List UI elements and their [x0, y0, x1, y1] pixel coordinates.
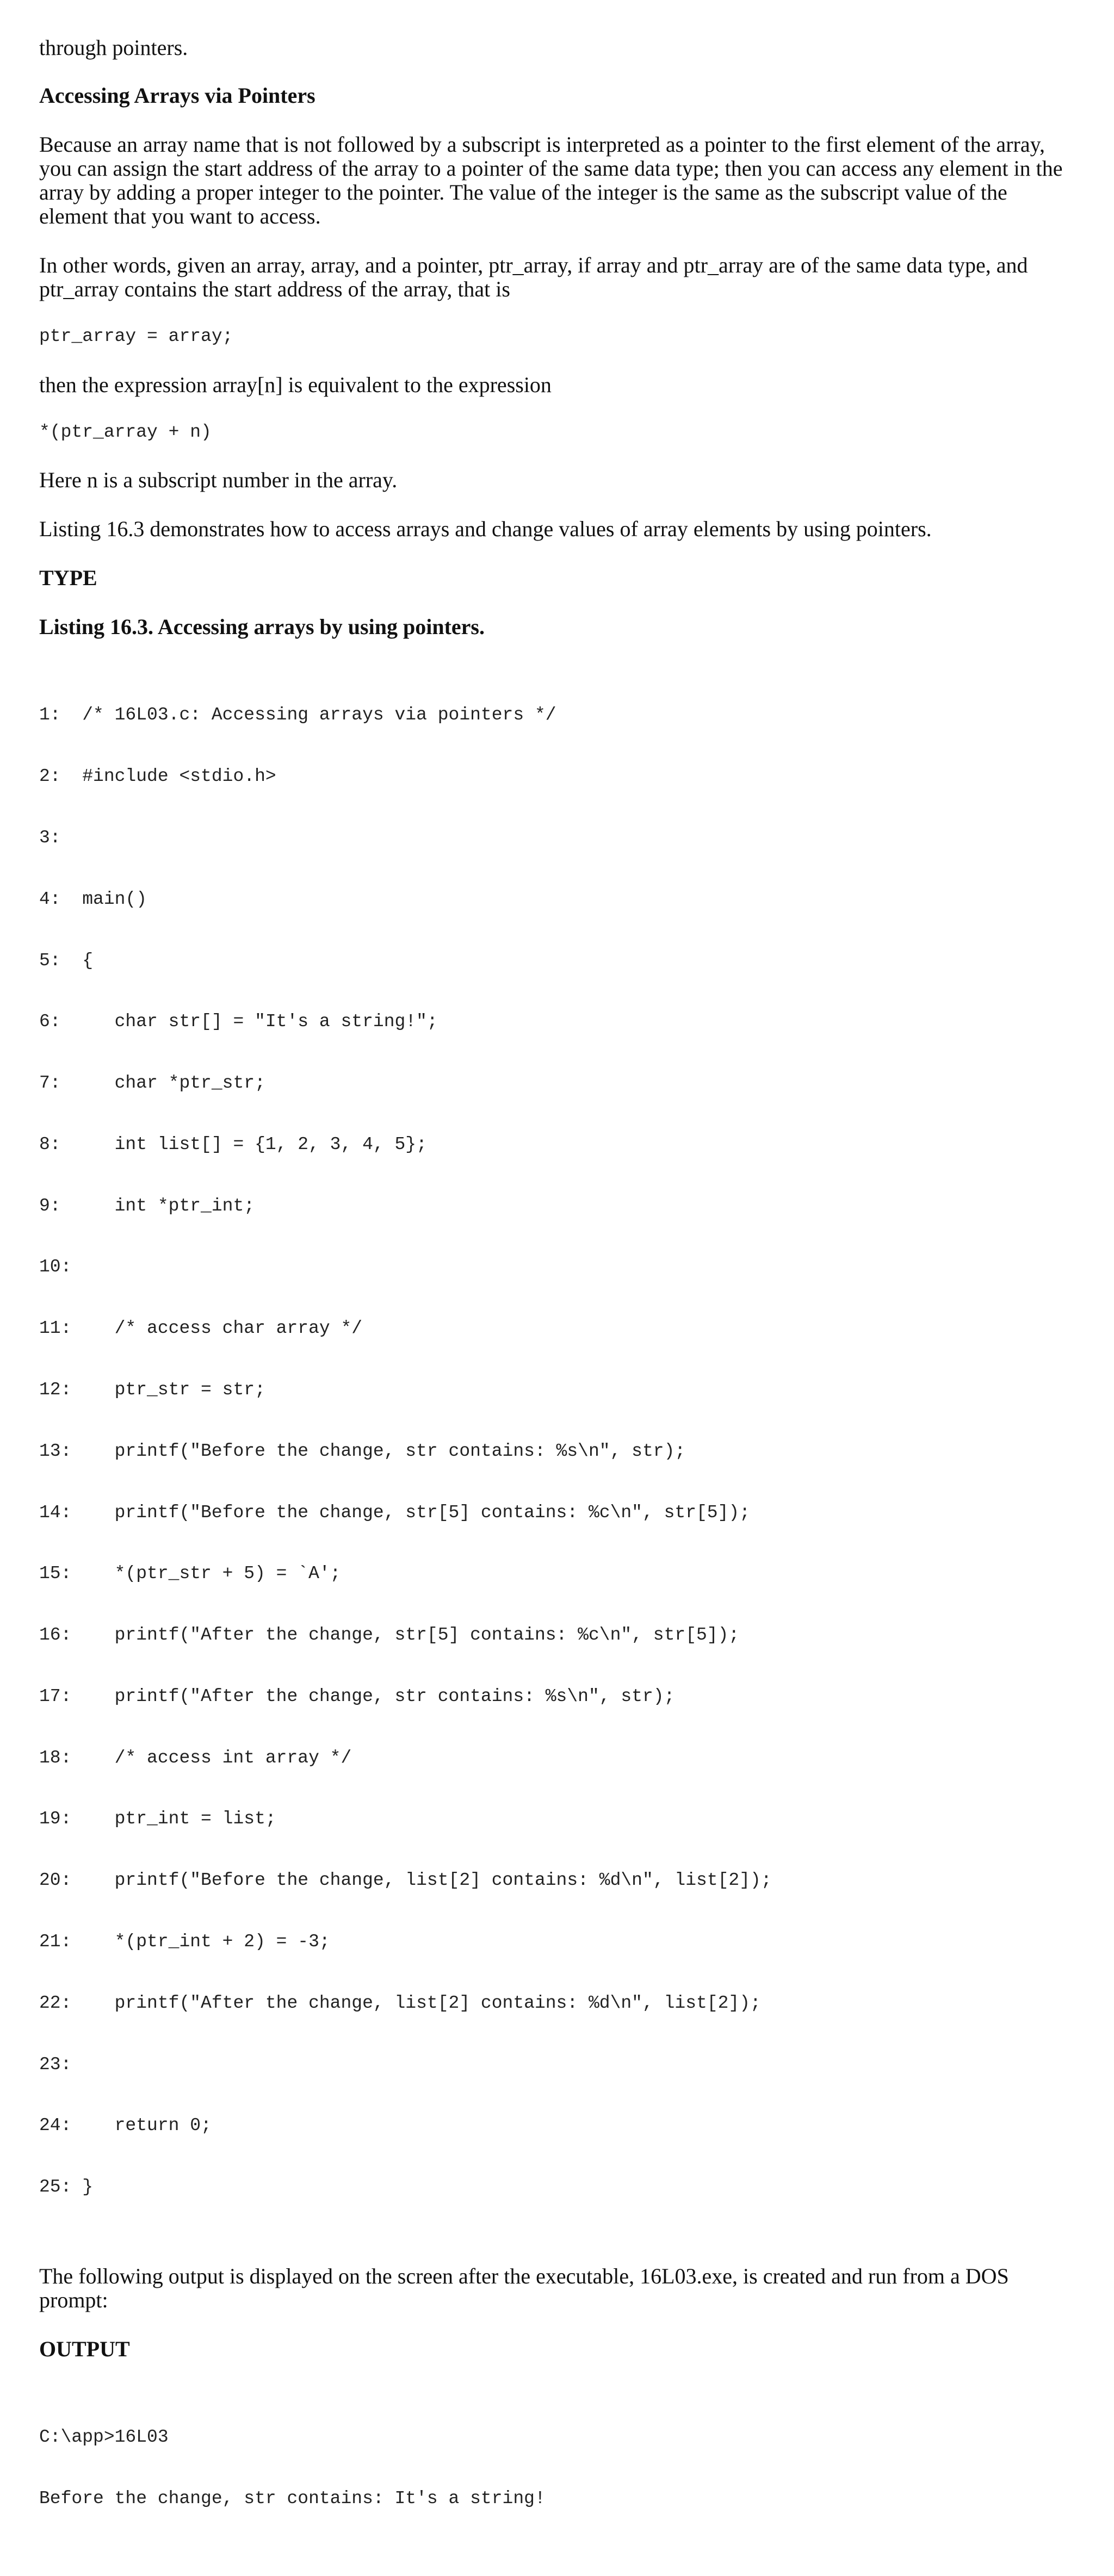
code-listing	[39, 664, 1075, 2238]
document-page	[39, 36, 1075, 2576]
output-line: C:\app>16L03	[39, 2427, 169, 2448]
listing-line: 10:	[39, 1257, 72, 1277]
type-label: TYPE	[39, 566, 97, 591]
listing-line: 25: }	[39, 2177, 94, 2198]
code-line: *(ptr_array + n)	[39, 421, 212, 442]
listing-line: 16: printf("After the change, str[5] contains: %c\n", str[5]);	[39, 1625, 740, 1646]
listing-line: 18: /* access int array */	[39, 1747, 352, 1768]
listing-line: 15: *(ptr_str + 5) = `A';	[39, 1563, 341, 1584]
listing-line: 7: char *ptr_str;	[39, 1073, 265, 1094]
paragraph-array-name-pointer: Because an array name that is not followed by a subscript is interpreted as a pointer to the first element of the array, you can assign the start address of the array to a pointer of the same data type; then you can access any element in the array by adding a proper integer to the pointer. The value of the integer is the same as the subscript value of the element that you want to access.	[39, 132, 1063, 228]
listing-line: 22: printf("After the change, list[2] contains: %d\n", list[2]);	[39, 1992, 761, 2013]
paragraph-expression: then the expression array[n] is equivalent to the expression	[39, 372, 552, 397]
paragraph-output-intro: The following output is displayed on the screen after the executable, 16L03.exe, is created and run from a DOS prompt:	[39, 2263, 1009, 2312]
listing-line: 21: *(ptr_int + 2) = -3;	[39, 1932, 330, 1952]
paragraph-listing-intro: Listing 16.3 demonstrates how to access arrays and change values of array elements by using pointers.	[39, 517, 932, 542]
output-label: OUTPUT	[39, 2336, 130, 2361]
listing-line: 1: /* 16L03.c: Accessing arrays via pointers */	[39, 705, 556, 725]
paragraph-subscript: Here n is a subscript number in the array.	[39, 468, 398, 493]
listing-line: 20: printf("Before the change, list[2] contains: %d\n", list[2]);	[39, 1870, 772, 1891]
listing-line: 8: int list[] = {1, 2, 3, 4, 5};	[39, 1134, 427, 1154]
listing-line: 12: ptr_str = str;	[39, 1379, 265, 1400]
listing-line: 3:	[39, 827, 61, 848]
listing-line: 23:	[39, 2054, 72, 2075]
paragraph-equivalence: In other words, given an array, array, and a pointer, ptr_array, if array and ptr_array are of the same data type, and ptr_array contains the start address of the array, that is	[39, 253, 1028, 301]
output-line: Before the change, str contains: It's a string!	[39, 2488, 546, 2509]
listing-line: 11: /* access char array */	[39, 1318, 363, 1339]
listing-line: 2: #include <stdio.h>	[39, 766, 276, 787]
listing-title: Listing 16.3. Accessing arrays by using pointers.	[39, 614, 485, 640]
listing-line: 13: printf("Before the change, str contains: %s\n", str);	[39, 1441, 686, 1461]
listing-line: 9: int *ptr_int;	[39, 1195, 255, 1216]
listing-line: 24: return 0;	[39, 2115, 212, 2136]
code-assignment	[39, 326, 1075, 347]
listing-line: 4: main()	[39, 889, 147, 909]
listing-line: 6: char str[] = "It's a string!";	[39, 1011, 438, 1032]
listing-line: 17: printf("After the change, str contains: %s\n", str);	[39, 1686, 675, 1706]
listing-line: 19: ptr_int = list;	[39, 1809, 276, 1829]
code-line: ptr_array = array;	[39, 326, 233, 346]
listing-line: 5: {	[39, 950, 94, 971]
code-expression	[39, 422, 1075, 443]
section-heading: Accessing Arrays via Pointers	[39, 83, 315, 108]
intro-fragment: through pointers.	[39, 35, 188, 60]
listing-line: 14: printf("Before the change, str[5] contains: %c\n", str[5]);	[39, 1502, 751, 1523]
code-output	[39, 2386, 1075, 2550]
